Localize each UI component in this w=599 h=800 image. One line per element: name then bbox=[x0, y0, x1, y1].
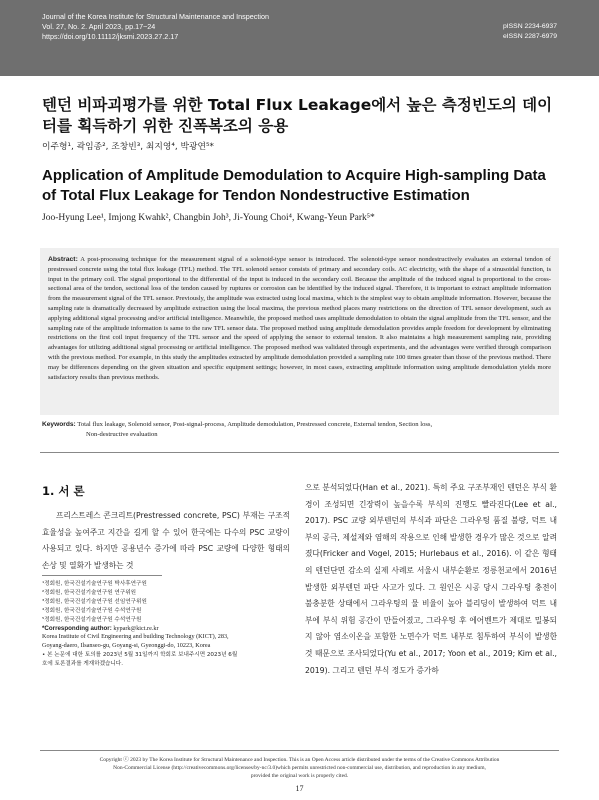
corresponding-email[interactable]: kypark@kict.re.kr bbox=[113, 624, 159, 632]
footnote-5: ⁵정회원, 한국건설기술연구원 수석연구원 bbox=[42, 616, 142, 623]
abstract-box bbox=[40, 248, 559, 415]
issn-info bbox=[503, 22, 557, 42]
keywords-label: Keywords: bbox=[42, 421, 76, 428]
keywords-line-1: Total flux leakage, Solenoid sensor, Post-signal-process, Amplitude demodulation, Prestressed concrete, External tendon, Section loss, bbox=[77, 421, 433, 428]
intro-paragraph-right: 으로 분석되었다(Han et al., 2021). 특히 주요 구조부재인 텐던은 부식 환경이 조성되면 긴장력이 높을수록 부식의 진행도 빨라진다(Lee et al., 2017). PSC 교량 외부텐던의 부식과 파단은 그라우팅 품질 불량, 덕트 내부의 공극, 제설제와 염해의 작용으로 인해 발생한 경우가 많은 것으로 알려졌다(Fricker and Vogel, 2015; Hurlebaus et al., 2016). 이 같은 형태의 텐던단면 감소의 실제 사례로 서울시 내부순환로 정릉천교에서 2016년 발생한 외부텐던 파단 사고가 있다. 그 원인은 시공 당시 그라우팅 충전이 불충분한 상태에서 그라우팅의 물 비율이 높아 블리딩이 발생하여 덕트 내부에 부식 위험 공간이 만들어졌고, 그라우팅 후 에어벤트가 제대로 밀봉되지 않아 염소이온을 포함한 노면수가 덕트 내부로 침투하여 부식이 발생한 것 때문으로 조사되었다(Yu et al., 2017; Yoon et al., 2019; Kim et al., 2019). 그리고 텐던 부식 정도가 증가하 bbox=[305, 483, 557, 675]
footnote-1: ¹정회원, 한국건설기술연구원 박사후연구원 bbox=[42, 581, 147, 587]
body-column-right bbox=[305, 480, 557, 679]
copyright-line-1: Copyright ⓒ 2023 by The Korea Institute for Structural Maintenance and Inspection. This is an Open Access article distributed under the terms of the Creative Commons Attribution bbox=[99, 757, 500, 763]
journal-volume: Vol. 27, No. 2. April 2023, pp.17~24 bbox=[42, 22, 156, 31]
eissn: eISSN 2287-6979 bbox=[502, 33, 557, 40]
footnote-3: ³정회원, 한국건설기술연구원 선임연구위원 bbox=[42, 598, 147, 605]
keywords-line-2: Non-destructive evaluation bbox=[86, 431, 158, 438]
footnote-divider bbox=[42, 575, 162, 576]
paper-title-korean: 텐던 비파괴평가를 위한 Total Flux Leakage에서 높은 측정빈도의 데이터를 획득하기 위한 진폭복조의 응용 bbox=[42, 96, 553, 135]
discussion-note-1: • 본 논문에 대한 토의를 2023년 5월 31일까지 학회로 보내주시면 2023년 6월 bbox=[42, 652, 238, 659]
pissn: pISSN 2234-6937 bbox=[502, 23, 557, 30]
footnote-4: ⁴정회원, 한국건설기술연구원 수석연구원 bbox=[42, 607, 142, 614]
journal-doi-link[interactable]: https://doi.org/10.11112/jksmi.2023.27.2.17 bbox=[42, 32, 179, 41]
section-heading: 1. 서 론 bbox=[42, 484, 85, 498]
divider bbox=[40, 452, 559, 453]
abstract-text: A post-processing technique for the measurement signal of a solenoid-type sensor is introduced. The solenoid-type sensor nondestructively evaluates an external tendon of prestressed concrete using the total flux leakage (TFL) method. The TFL solenoid sensor consists of primary and secondary coils. AC electricity, with the shape of a sinusoidal function, is input in the primary coil. The signal proportional to the differential of the input is induced in the secondary coil. Because the amplitude of the induced signal is proportional to the cross-sectional area of the tendon, sectional loss of the tendon caused by ruptures or corrosion can be identified by the induced signal. Therefore, it is important to extract amplitude information from the measurement signal of the TFL sensor. Previously, the amplitude was extracted using local maxima, which is the simplest way to obtain amplitude information. However, because the sampling rate is dramatically decreased by amplitude extraction using the local maxima, the previous method places many restrictions on the direction of TFL sensor development, such as applying additional signal processing and/or artificial intelligence. Meanwhile, the proposed method uses amplitude demodulation to obtain the signal amplitude from the TFL sensor, and the sampling rate of the amplitude information is same to the raw TFL sensor data. The proposed method using amplitude demodulation provides ample freedom for development by eliminating restrictions on the first coil input frequency of the TFL sensor and the speed of applying the sensor to external tension. It also maintains a high measurement sampling rate, providing advantages for utilizing additional signal processing or artificial intelligence. The proposed method was validated through experiments, and the advantages were verified through comparison with the previous method. For example, in this study the amplitudes extracted by amplitude demodulation provided a sampling rate 100 times greater than those of the previous method. There may be differences depending on the given situation and specific equipment settings; however, in most cases, extracting amplitude information using amplitude demodulation yields more satisfactory results than previous methods. bbox=[48, 256, 551, 381]
discussion-note-2: 호에 토론결과를 게재하겠습니다. bbox=[42, 661, 123, 668]
copyright-notice bbox=[42, 756, 557, 780]
paper-title-english: Application of Amplitude Demodulation to Acquire High-sampling Data of Total Flux Leakage for Tendon Nondestructive Estimation bbox=[42, 167, 546, 204]
copyright-line-2: Non-Commercial License (http://creativecommons.org/licenses/by-nc/3.0)which permits unrestricted non-commercial use, distribution, and reproduction in any medium, bbox=[113, 765, 486, 771]
address-line-2: Goyang-daero, Ilsanseo-gu, Goyang-si, Gyeonggi-do, 10223, Korea bbox=[42, 642, 211, 650]
abstract-label: Abstract: bbox=[48, 256, 78, 263]
address-line-1: Korea Institute of Civil Engineering and building Technology (KICT), 283, bbox=[42, 633, 229, 641]
intro-paragraph-left: 프리스트레스 콘크리트(Prestressed concrete, PSC) 부재는 구조적 효율성을 높여주고 지간을 길게 할 수 있어 한국에는 다수의 PSC 교량이 사용되고 있다. 하지만 공용년수 증가에 따라 PSC 교량에 다양한 형태의 손상 및 열화가 발생하는 것 bbox=[42, 511, 290, 570]
body-column-left bbox=[42, 508, 290, 574]
authors-korean: 이주형¹, 곽임종², 조창빈³, 최지영⁴, 박광연⁵* bbox=[42, 142, 214, 152]
copyright-divider bbox=[40, 750, 559, 751]
copyright-line-3: provided the original work is properly cited. bbox=[250, 773, 349, 779]
corresponding-label: *Corresponding author: bbox=[42, 624, 112, 632]
page-number: 17 bbox=[295, 784, 304, 793]
keywords bbox=[42, 420, 557, 440]
journal-header bbox=[0, 0, 599, 76]
footnotes bbox=[42, 580, 294, 669]
footnote-2: ²정회원, 한국건설기술연구원 연구위원 bbox=[42, 589, 137, 596]
corresponding-author bbox=[42, 625, 294, 634]
authors-english: Joo-Hyung Lee¹, Imjong Kwahk², Changbin Joh³, Ji-Young Choi⁴, Kwang-Yeun Park⁵* bbox=[42, 213, 375, 223]
journal-name: Journal of the Korea Institute for Structural Maintenance and Inspection bbox=[42, 12, 269, 21]
journal-info bbox=[42, 12, 269, 42]
abstract bbox=[48, 255, 551, 382]
